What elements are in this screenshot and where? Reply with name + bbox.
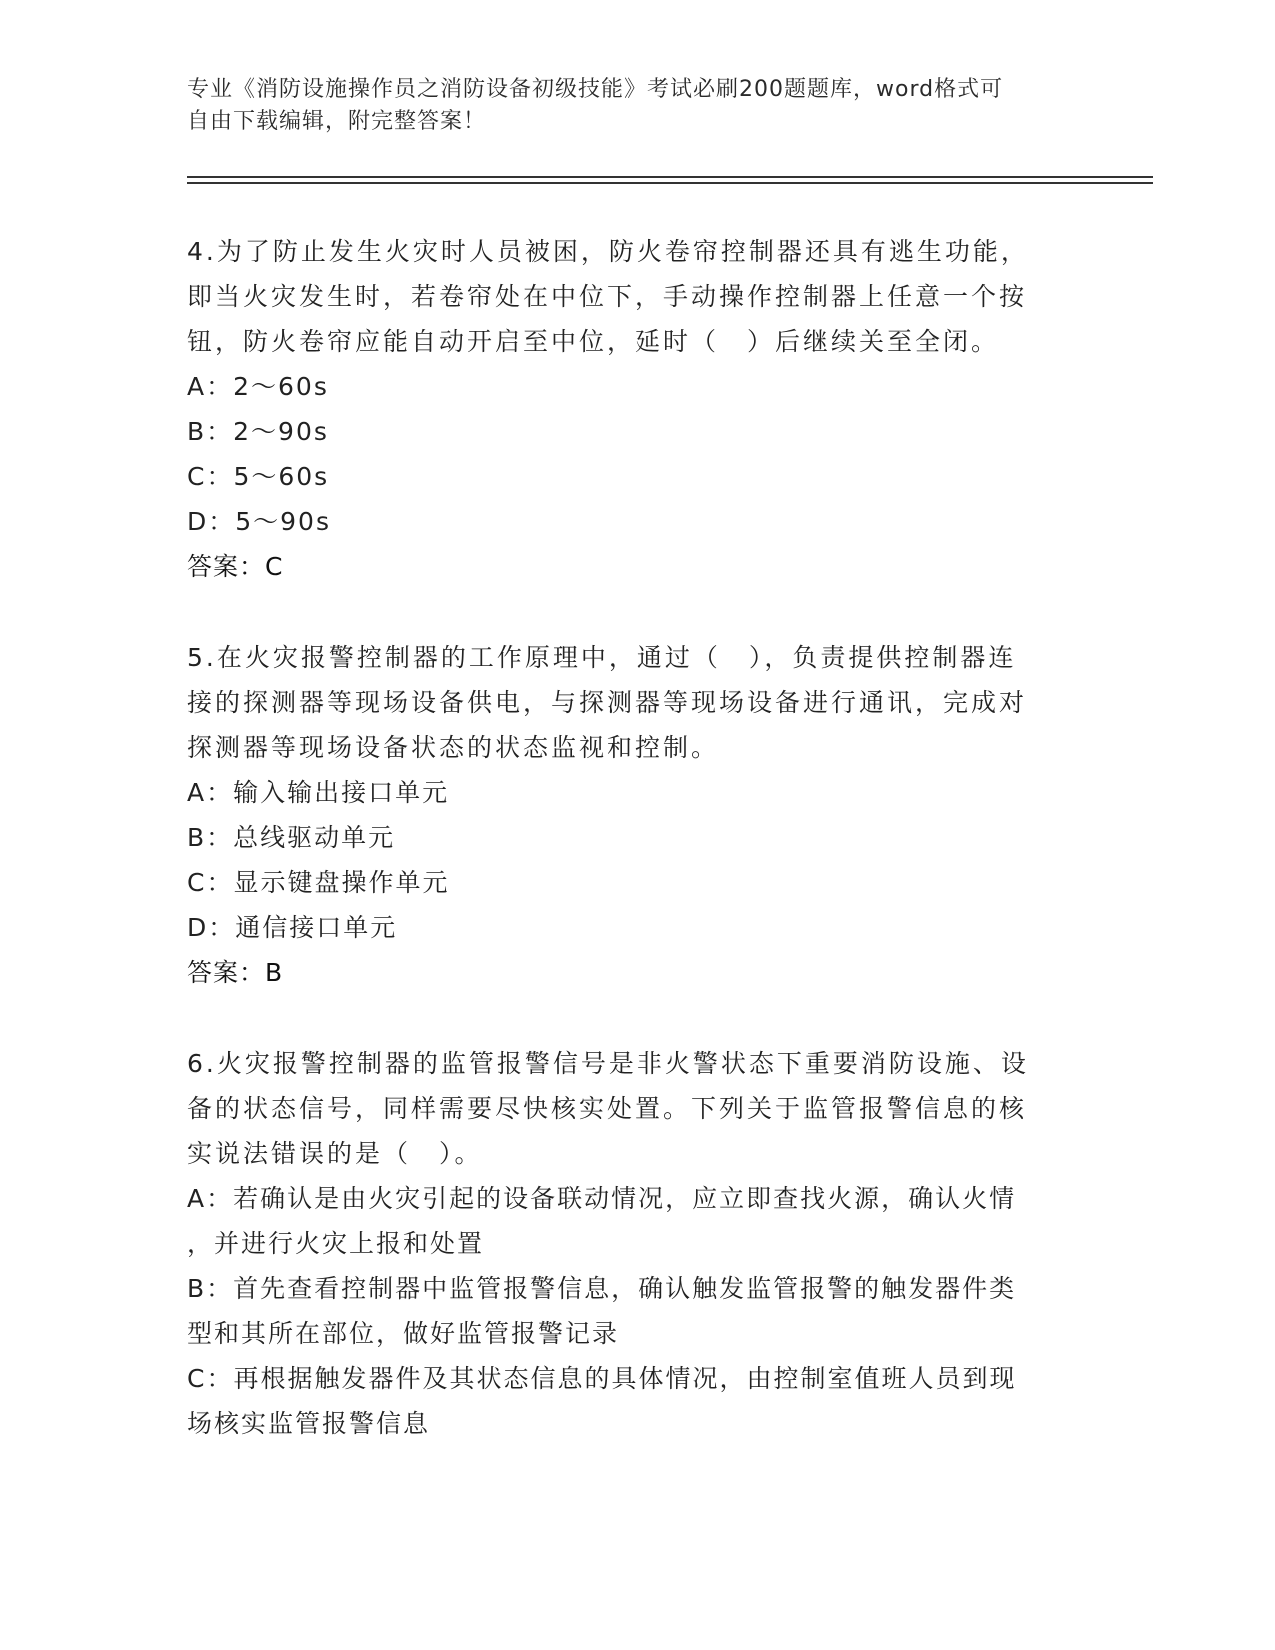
option-a: A：若确认是由火灾引起的设备联动情况，应立即查找火源，确认火情	[187, 1184, 1017, 1213]
header-line-1: 专业《消防设施操作员之消防设备初级技能》考试必刷200题题库，word格式可	[187, 77, 1004, 102]
option-b: B：2～90s	[187, 417, 329, 446]
question-5	[187, 635, 1067, 995]
option-c: C：5～60s	[187, 462, 330, 491]
question-text	[187, 229, 1067, 364]
question-text	[187, 1041, 1067, 1176]
answer: 答案：B	[187, 958, 284, 987]
option-b: B：总线驱动单元	[187, 823, 396, 852]
option-c: C：显示键盘操作单元	[187, 868, 450, 897]
question-line: 实说法错误的是（ ）。	[187, 1139, 483, 1168]
question-line: 即当火灾发生时，若卷帘处在中位下，手动操作控制器上任意一个按	[187, 282, 1028, 311]
header-line-2: 自由下载编辑，附完整答案！	[187, 109, 487, 134]
question-list	[187, 229, 1067, 1492]
question-6	[187, 1041, 1067, 1446]
answer: 答案：C	[187, 552, 284, 581]
option-d: D：通信接口单元	[187, 913, 398, 942]
question-line: 探测器等现场设备状态的状态监视和控制。	[187, 733, 720, 762]
option-a: A：2～60s	[187, 372, 329, 401]
option-c-continued: 场核实监管报警信息	[187, 1409, 431, 1438]
option-b-continued: 型和其所在部位，做好监管报警记录	[187, 1319, 620, 1348]
header-rule-bottom	[187, 182, 1153, 184]
question-line: 4.为了防止发生火灾时人员被困，防火卷帘控制器还具有逃生功能，	[187, 237, 1029, 266]
option-b: B：首先查看控制器中监管报警信息，确认触发监管报警的触发器件类	[187, 1274, 1017, 1303]
question-text	[187, 635, 1067, 770]
question-4	[187, 229, 1067, 589]
question-line: 6.火灾报警控制器的监管报警信号是非火警状态下重要消防设施、设	[187, 1049, 1029, 1078]
header-rule-top	[187, 176, 1153, 178]
option-d: D：5～90s	[187, 507, 331, 536]
option-a-continued: ，并进行火灾上报和处置	[187, 1229, 485, 1258]
question-line: 钮，防火卷帘应能自动开启至中位，延时（ ）后继续关至全闭。	[187, 327, 1000, 356]
question-line: 接的探测器等现场设备供电，与探测器等现场设备进行通讯，完成对	[187, 688, 1028, 717]
option-a: A：输入输出接口单元	[187, 778, 450, 807]
option-c: C：再根据触发器件及其状态信息的具体情况，由控制室值班人员到现	[187, 1364, 1017, 1393]
document-header	[187, 74, 1067, 138]
question-line: 5.在火灾报警控制器的工作原理中，通过（ ），负责提供控制器连	[187, 643, 1017, 672]
question-line: 备的状态信号，同样需要尽快核实处置。下列关于监管报警信息的核	[187, 1094, 1028, 1123]
